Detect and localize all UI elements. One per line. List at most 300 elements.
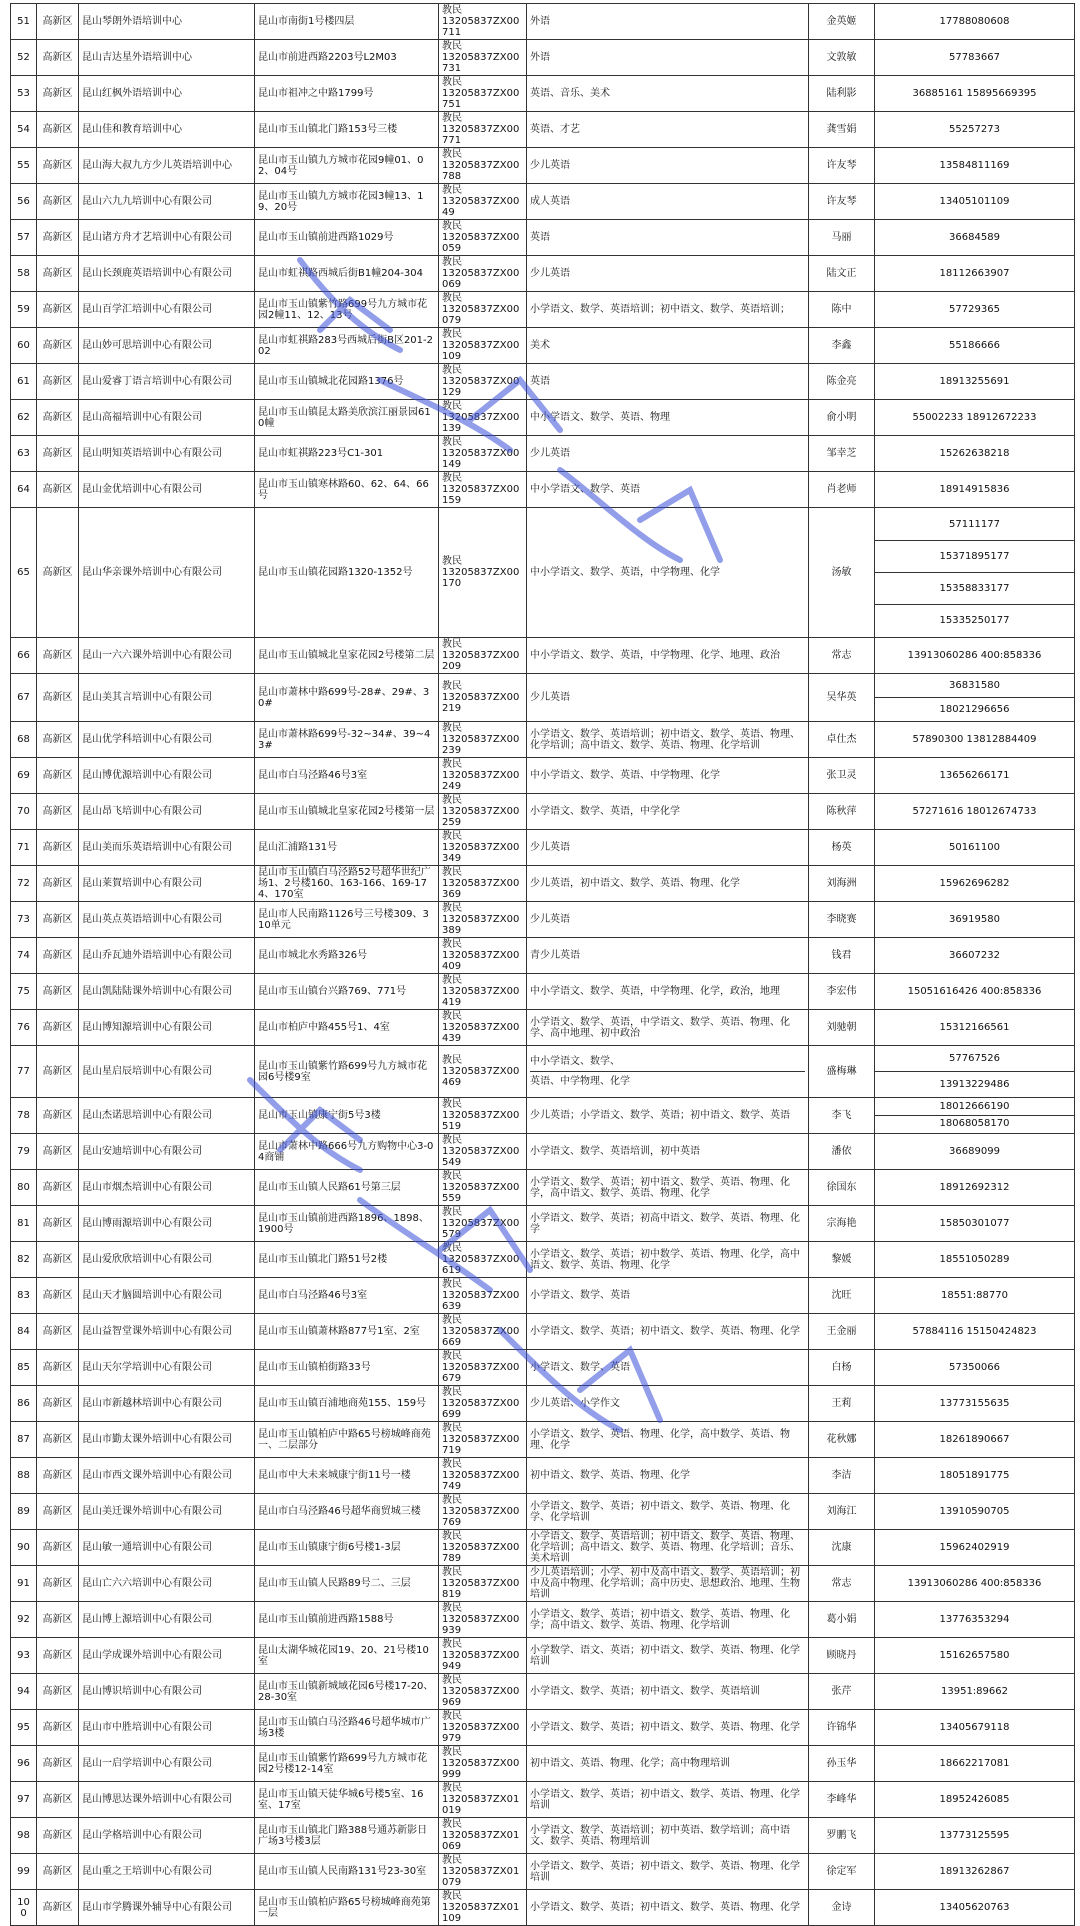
row-number: 94 <box>11 1674 37 1710</box>
contact-person: 白杨 <box>809 1350 875 1386</box>
phone-cell <box>875 1242 1075 1278</box>
institution-name: 昆山昂飞培训中心有限公司 <box>79 794 255 830</box>
license-cell <box>439 1422 527 1458</box>
contact-person: 盛梅琳 <box>809 1046 875 1098</box>
contact-person: 汤敏 <box>809 508 875 638</box>
row-number: 59 <box>11 292 37 328</box>
institution-name: 昆山市新越林培训中心有限公司 <box>79 1386 255 1422</box>
institution-name: 昆山海大叔九方少儿英语培训中心 <box>79 148 255 184</box>
license-cell <box>439 292 527 328</box>
license-line: 13205837ZX00170 <box>442 567 520 589</box>
contact-person: 许友琴 <box>809 148 875 184</box>
district-cell: 高新区 <box>37 328 79 364</box>
institution-name: 昆山学成课外培训中心有限公司 <box>79 1638 255 1674</box>
license-cell <box>439 1458 527 1494</box>
license-line: 教民 <box>442 1279 462 1290</box>
license-line: 13205837ZX00559 <box>442 1182 520 1204</box>
license-line: 教民 <box>442 1055 462 1066</box>
district-cell: 高新区 <box>37 76 79 112</box>
license-line: 13205837ZX01079 <box>442 1866 520 1888</box>
license-line: 教民 <box>442 221 462 232</box>
license-line: 教民 <box>442 1495 462 1506</box>
address-cell: 昆山市玉山镇柏街路33号 <box>255 1350 439 1386</box>
address-cell: 昆山市玉山镇萧林路877号1室、2室 <box>255 1314 439 1350</box>
phone-number: 18012666190 <box>939 1101 1010 1112</box>
phone-number: 18051891775 <box>939 1470 1010 1481</box>
table-row <box>11 76 1075 112</box>
license-cell <box>439 148 527 184</box>
contact-person: 花秋娜 <box>809 1422 875 1458</box>
row-number: 95 <box>11 1710 37 1746</box>
phone-cell <box>875 292 1075 328</box>
address-cell: 昆山市玉山镇紫竹路699号九方城市花园6号楼9室 <box>255 1046 439 1098</box>
phone-number: 13951:89662 <box>941 1686 1008 1697</box>
institution-name: 昆山红枫外语培训中心 <box>79 76 255 112</box>
license-line: 教民 <box>442 1315 462 1326</box>
address-cell: 昆山市玉山镇寒林路60、62、64、66号 <box>255 472 439 508</box>
phone-cell <box>875 4 1075 40</box>
license-line: 教民 <box>442 681 462 692</box>
license-line: 13205837ZX00349 <box>442 842 520 864</box>
license-line: 教民 <box>442 1747 462 1758</box>
license-cell <box>439 1530 527 1566</box>
row-number: 85 <box>11 1350 37 1386</box>
license-line: 13205837ZX00369 <box>442 878 520 900</box>
address-cell: 昆山市玉山镇前进西路1029号 <box>255 220 439 256</box>
table-row <box>11 1046 1075 1098</box>
license-line: 教民 <box>442 867 462 878</box>
license-cell <box>439 974 527 1010</box>
license-cell <box>439 508 527 638</box>
institution-name: 昆山市勤太课外培训中心有限公司 <box>79 1422 255 1458</box>
license-cell <box>439 722 527 758</box>
table-row <box>11 674 1075 722</box>
address-cell: 昆山市玉山镇城北皇家花园2号楼第二层 <box>255 638 439 674</box>
table-row <box>11 1206 1075 1242</box>
license-cell <box>439 1566 527 1602</box>
row-number: 91 <box>11 1566 37 1602</box>
row-number: 100 <box>11 1890 37 1926</box>
phone-cell <box>875 1134 1075 1170</box>
license-line: 13205837ZX00549 <box>442 1146 520 1168</box>
table-row <box>11 1314 1075 1350</box>
license-line: 教民 <box>442 1711 462 1722</box>
contact-person: 常志 <box>809 638 875 674</box>
address-cell: 昆山市玉山镇花园路1320-1352号 <box>255 508 439 638</box>
license-cell <box>439 1746 527 1782</box>
contact-person: 金诗 <box>809 1890 875 1926</box>
phone-cell <box>875 638 1075 674</box>
table-row <box>11 1170 1075 1206</box>
district-cell: 高新区 <box>37 1206 79 1242</box>
table-row <box>11 722 1075 758</box>
contact-person: 李晓赛 <box>809 902 875 938</box>
phone-number: 55186666 <box>949 340 1000 351</box>
training-scope: 小学语文、数学、英语；初中语文、数学、英语、物理、化学、化学培训 <box>527 1494 809 1530</box>
phone-cell <box>875 1010 1075 1046</box>
training-scope: 中小学语文、数学、英语、中学物理、化学 <box>527 758 809 794</box>
phone-cell <box>875 674 1075 722</box>
phone-cell <box>875 112 1075 148</box>
training-scope: 美术 <box>527 328 809 364</box>
district-cell: 高新区 <box>37 1782 79 1818</box>
district-cell: 高新区 <box>37 830 79 866</box>
phone-number: 57767526 <box>949 1053 1000 1064</box>
institution-name: 昆山爱欣欣培训中心有限公司 <box>79 1242 255 1278</box>
phone-cell <box>875 472 1075 508</box>
district-cell: 高新区 <box>37 1890 79 1926</box>
institution-name: 昆山诸方舟才艺培训中心有限公司 <box>79 220 255 256</box>
license-cell <box>439 830 527 866</box>
phone-number: 13773155635 <box>939 1398 1010 1409</box>
license-line: 教民 <box>442 329 462 340</box>
district-cell: 高新区 <box>37 40 79 76</box>
row-number: 80 <box>11 1170 37 1206</box>
training-scope: 少儿英语 <box>527 256 809 292</box>
phone-number: 18952426085 <box>939 1794 1010 1805</box>
training-scope: 初中语文、数学、英语、物理、化学 <box>527 1458 809 1494</box>
license-line: 教民 <box>442 293 462 304</box>
address-cell: 昆山市玉山镇康宁街5号3楼 <box>255 1098 439 1134</box>
address-cell: 昆山汇浦路131号 <box>255 830 439 866</box>
table-row <box>11 938 1075 974</box>
contact-person: 金英姬 <box>809 4 875 40</box>
license-line: 13205837ZX00619 <box>442 1254 520 1276</box>
row-number: 52 <box>11 40 37 76</box>
contact-person: 潘依 <box>809 1134 875 1170</box>
phone-cell <box>875 1098 1075 1134</box>
phone-cell <box>875 436 1075 472</box>
phone-number: 13405620763 <box>939 1902 1010 1913</box>
row-number: 92 <box>11 1602 37 1638</box>
license-line: 教民 <box>442 975 462 986</box>
training-scope: 小学语文、数学、英语、物理、化学，高中数学、英语、物理、化学 <box>527 1422 809 1458</box>
table-row <box>11 638 1075 674</box>
license-line: 13205837ZX00079 <box>442 304 520 326</box>
phone-cell <box>875 400 1075 436</box>
license-line: 教民 <box>442 149 462 160</box>
training-scope: 小学语文、数学、英语培训；初中语文、数学、英语、物理、化学培训；高中语文、数学、英语、物理、化学培训 <box>527 722 809 758</box>
institution-name: 昆山博知源培训中心有限公司 <box>79 1010 255 1046</box>
phone-cell <box>875 902 1075 938</box>
training-scope: 小学语文、数学、英语；初中语文、数学、英语、物理、化学；高中语文、数学、英语、物理、化学培训 <box>527 1602 809 1638</box>
district-cell: 高新区 <box>37 1602 79 1638</box>
address-cell: 昆山市玉山镇新城域花园6号楼17-20、28-30室 <box>255 1674 439 1710</box>
district-cell: 高新区 <box>37 758 79 794</box>
license-line: 13205837ZX00579 <box>442 1218 520 1240</box>
license-line: 13205837ZX00788 <box>442 160 520 182</box>
table-row <box>11 758 1075 794</box>
training-scope: 少儿英语、小学作文 <box>527 1386 809 1422</box>
table-row <box>11 1530 1075 1566</box>
license-line: 教民 <box>442 723 462 734</box>
contact-person: 张卫灵 <box>809 758 875 794</box>
training-scope: 中小学语文、数学、英语 <box>527 472 809 508</box>
contact-person: 俞小明 <box>809 400 875 436</box>
license-cell <box>439 1242 527 1278</box>
contact-person: 常志 <box>809 1566 875 1602</box>
license-line: 13205837ZX00769 <box>442 1506 520 1528</box>
table-row <box>11 1242 1075 1278</box>
row-number: 66 <box>11 638 37 674</box>
license-line: 13205837ZX01069 <box>442 1830 520 1852</box>
license-line: 13205837ZX00439 <box>442 1022 520 1044</box>
license-cell <box>439 794 527 830</box>
license-line: 教民 <box>442 795 462 806</box>
institution-name: 昆山美其言培训中心有限公司 <box>79 674 255 722</box>
phone-cell <box>875 1602 1075 1638</box>
row-number: 55 <box>11 148 37 184</box>
contact-person: 张芹 <box>809 1674 875 1710</box>
phone-number: 15962402919 <box>939 1542 1010 1553</box>
license-line: 教民 <box>442 77 462 88</box>
license-line: 13205837ZX00409 <box>442 950 520 972</box>
phone-number: 18551:88770 <box>941 1290 1008 1301</box>
phone-cell <box>875 938 1075 974</box>
district-cell: 高新区 <box>37 1746 79 1782</box>
institution-name: 昆山天才脑圆培训中心有限公司 <box>79 1278 255 1314</box>
phone-cell <box>875 1314 1075 1350</box>
license-cell <box>439 1134 527 1170</box>
phone-number: 57271616 18012674733 <box>912 806 1037 817</box>
contact-person: 孙玉华 <box>809 1746 875 1782</box>
training-scope: 小学语文、数学、英语；初中语文、数学、英语、物理、化学培训 <box>527 1854 809 1890</box>
phone-number: 15312166561 <box>939 1022 1010 1033</box>
license-cell <box>439 1098 527 1134</box>
row-number: 74 <box>11 938 37 974</box>
training-scope: 小学语文、数学、英语 <box>527 1278 809 1314</box>
phone-number: 15371895177 <box>875 540 1074 572</box>
district-cell: 高新区 <box>37 722 79 758</box>
phone-cell <box>875 1458 1075 1494</box>
training-scope: 小学语文、数学、英语，中学语文、数学、英语、物理、化学、高中地理、初中政治 <box>527 1010 809 1046</box>
license-cell <box>439 1386 527 1422</box>
district-cell: 高新区 <box>37 256 79 292</box>
phone-number: 57350066 <box>949 1362 1000 1373</box>
address-cell: 昆山市祖冲之中路1799号 <box>255 76 439 112</box>
phone-cell <box>875 256 1075 292</box>
license-cell <box>439 866 527 902</box>
phone-cell <box>875 974 1075 1010</box>
table-row <box>11 902 1075 938</box>
phone-number: 13913060286 400:858336 <box>907 650 1042 661</box>
phone-cell <box>875 1170 1075 1206</box>
license-line: 13205837ZX00719 <box>442 1434 520 1456</box>
license-line: 13205837ZX00731 <box>442 52 520 74</box>
phone-cell <box>875 1046 1075 1098</box>
table-row <box>11 1134 1075 1170</box>
institution-name: 昆山一六六课外培训中心有限公司 <box>79 638 255 674</box>
row-number: 83 <box>11 1278 37 1314</box>
license-line: 13205837ZX00259 <box>442 806 520 828</box>
district-cell: 高新区 <box>37 1046 79 1098</box>
contact-person: 李宏伟 <box>809 974 875 1010</box>
table-row <box>11 866 1075 902</box>
phone-cell <box>875 1494 1075 1530</box>
row-number: 98 <box>11 1818 37 1854</box>
phone-cell <box>875 184 1075 220</box>
institution-name: 昆山重之王培训中心有限公司 <box>79 1854 255 1890</box>
address-cell: 昆山市萧林路699号-32~34#、39~43# <box>255 722 439 758</box>
address-cell: 昆山太湖华城花园19、20、21号楼10室 <box>255 1638 439 1674</box>
training-scope: 小学语文、数学、英语；初中语文、数学、英语、物理、化学 <box>527 1890 809 1926</box>
license-line: 13205837ZX00749 <box>442 1470 520 1492</box>
district-cell: 高新区 <box>37 902 79 938</box>
institution-name: 昆山爱睿丁语言培训中心有限公司 <box>79 364 255 400</box>
address-cell: 昆山市虹祺路西城后街B1幢204-304 <box>255 256 439 292</box>
institution-name: 昆山博思达课外培训中心有限公司 <box>79 1782 255 1818</box>
phone-number: 18912692312 <box>939 1182 1010 1193</box>
district-cell: 高新区 <box>37 866 79 902</box>
training-scope: 小学语文、数学、英语；初中语文、数学、英语、物理、化学，高中语文、数学、英语、物理、化学 <box>527 1170 809 1206</box>
address-cell: 昆山市白马泾路46号3室 <box>255 1278 439 1314</box>
address-cell: 昆山市玉山镇白马泾路46号超华城市广场3楼 <box>255 1710 439 1746</box>
phone-number: 57884116 15150424823 <box>912 1326 1037 1337</box>
address-cell: 昆山市玉山镇北门路51号2楼 <box>255 1242 439 1278</box>
address-cell: 昆山市玉山镇紫竹路699号九方城市花园2号楼12-14室 <box>255 1746 439 1782</box>
row-number: 61 <box>11 364 37 400</box>
contact-person: 许友琴 <box>809 184 875 220</box>
district-cell: 高新区 <box>37 1314 79 1350</box>
row-number: 76 <box>11 1010 37 1046</box>
phone-number: 15358833177 <box>875 572 1074 604</box>
institution-name: 昆山美迁课外培训中心有限公司 <box>79 1494 255 1530</box>
license-line: 教民 <box>442 639 462 650</box>
license-cell <box>439 112 527 148</box>
table-row <box>11 1278 1075 1314</box>
address-cell: 昆山市虹祺路283号西城后街B区201-202 <box>255 328 439 364</box>
phone-number: 15162657580 <box>939 1650 1010 1661</box>
district-cell: 高新区 <box>37 1458 79 1494</box>
license-cell <box>439 1818 527 1854</box>
training-scope: 外语 <box>527 40 809 76</box>
phone-cell <box>875 220 1075 256</box>
row-number: 58 <box>11 256 37 292</box>
district-cell: 高新区 <box>37 974 79 1010</box>
phone-cell <box>875 1746 1075 1782</box>
row-number: 57 <box>11 220 37 256</box>
training-scope: 小学语文、数学、英语培训，初中英语 <box>527 1134 809 1170</box>
phone-number: 17788080608 <box>939 16 1010 27</box>
phone-cell <box>875 1818 1075 1854</box>
row-number: 73 <box>11 902 37 938</box>
institution-name: 昆山敏一通培训中心有限公司 <box>79 1530 255 1566</box>
training-scope: 小学语文、数学、英语培训；初中语文、数学、英语培训； <box>527 292 809 328</box>
phone-number: 18068058170 <box>875 1115 1074 1132</box>
table-row <box>11 436 1075 472</box>
license-cell <box>439 938 527 974</box>
phone-number: 55002233 18912672233 <box>912 412 1037 423</box>
table-row <box>11 1386 1075 1422</box>
phone-number: 36689099 <box>949 1146 1000 1157</box>
phone-cell <box>875 1278 1075 1314</box>
contact-person: 许锦华 <box>809 1710 875 1746</box>
training-scope: 少儿英语 <box>527 148 809 184</box>
district-cell: 高新区 <box>37 292 79 328</box>
license-line: 教民 <box>442 1567 462 1578</box>
license-line: 教民 <box>442 401 462 412</box>
institution-name: 昆山一启学培训中心有限公司 <box>79 1746 255 1782</box>
phone-number: 18662217081 <box>939 1758 1010 1769</box>
phone-cell <box>875 1566 1075 1602</box>
training-scope: 中小学语文、数学、英语，中学物理、化学 <box>527 508 809 638</box>
contact-person: 王莉 <box>809 1386 875 1422</box>
table-row <box>11 1350 1075 1386</box>
phone-number: 13656266171 <box>939 770 1010 781</box>
district-cell: 高新区 <box>37 1010 79 1046</box>
row-number: 99 <box>11 1854 37 1890</box>
phone-cell <box>875 1206 1075 1242</box>
district-cell: 高新区 <box>37 794 79 830</box>
license-line: 教民 <box>442 473 462 484</box>
license-cell <box>439 364 527 400</box>
institution-name: 昆山美而乐英语培训中心有限公司 <box>79 830 255 866</box>
table-row <box>11 1422 1075 1458</box>
license-line: 13205837ZX01109 <box>442 1902 520 1924</box>
license-line: 13205837ZX00939 <box>442 1614 520 1636</box>
address-cell: 昆山市萧林中路699号-28#、29#、30# <box>255 674 439 722</box>
district-cell: 高新区 <box>37 4 79 40</box>
license-line: 教民 <box>442 939 462 950</box>
contact-person: 宗海艳 <box>809 1206 875 1242</box>
license-line: 13205837ZX01019 <box>442 1794 520 1816</box>
address-cell: 昆山市南街1号楼四层 <box>255 4 439 40</box>
contact-person: 罗鹏飞 <box>809 1818 875 1854</box>
phone-number: 36919580 <box>949 914 1000 925</box>
phone-number: 18021296656 <box>875 697 1074 721</box>
table-row <box>11 1494 1075 1530</box>
address-cell: 昆山市玉山镇白马泾路52号超华世纪广场1、2号楼160、163-166、169-174、170室 <box>255 866 439 902</box>
contact-person: 杨英 <box>809 830 875 866</box>
phone-number: 13773125595 <box>939 1830 1010 1841</box>
license-line: 教民 <box>442 1099 462 1110</box>
district-cell: 高新区 <box>37 400 79 436</box>
institution-name: 昆山百学汇培训中心有限公司 <box>79 292 255 328</box>
phone-number: 55257273 <box>949 124 1000 135</box>
phone-cell <box>875 148 1075 184</box>
license-cell <box>439 220 527 256</box>
district-cell: 高新区 <box>37 508 79 638</box>
training-scope: 青少儿英语 <box>527 938 809 974</box>
table-row <box>11 472 1075 508</box>
district-cell: 高新区 <box>37 148 79 184</box>
row-number: 63 <box>11 436 37 472</box>
contact-person: 葛小娟 <box>809 1602 875 1638</box>
phone-cell <box>875 794 1075 830</box>
institution-name: 昆山琴朗外语培训中心 <box>79 4 255 40</box>
license-line: 教民 <box>442 1351 462 1362</box>
training-scope: 小学语文、数学、英语培训；初中语文、数学、英语、物理、化学培训；高中语文、数学、英语、物理、化学培训；音乐、美术培训 <box>527 1530 809 1566</box>
institution-name: 昆山博上源培训中心有限公司 <box>79 1602 255 1638</box>
license-line: 13205837ZX00969 <box>442 1686 520 1708</box>
license-line: 教民 <box>442 1423 462 1434</box>
phone-number: 18261890667 <box>939 1434 1010 1445</box>
phone-number: 15051616426 400:858336 <box>907 986 1042 997</box>
contact-person: 李飞 <box>809 1098 875 1134</box>
institution-name: 昆山市中胜培训中心有限公司 <box>79 1710 255 1746</box>
license-line: 教民 <box>442 1011 462 1022</box>
address-cell: 昆山市中大未来城康宁街11号一楼 <box>255 1458 439 1494</box>
license-line: 教民 <box>442 903 462 914</box>
contact-person: 王金丽 <box>809 1314 875 1350</box>
address-cell: 昆山市玉山镇康宁街6号楼1-3层 <box>255 1530 439 1566</box>
table-row <box>11 1098 1075 1134</box>
district-cell: 高新区 <box>37 1242 79 1278</box>
table-row <box>11 148 1075 184</box>
institution-name: 昆山华亲课外培训中心有限公司 <box>79 508 255 638</box>
institution-table <box>10 3 1075 1926</box>
license-cell <box>439 758 527 794</box>
